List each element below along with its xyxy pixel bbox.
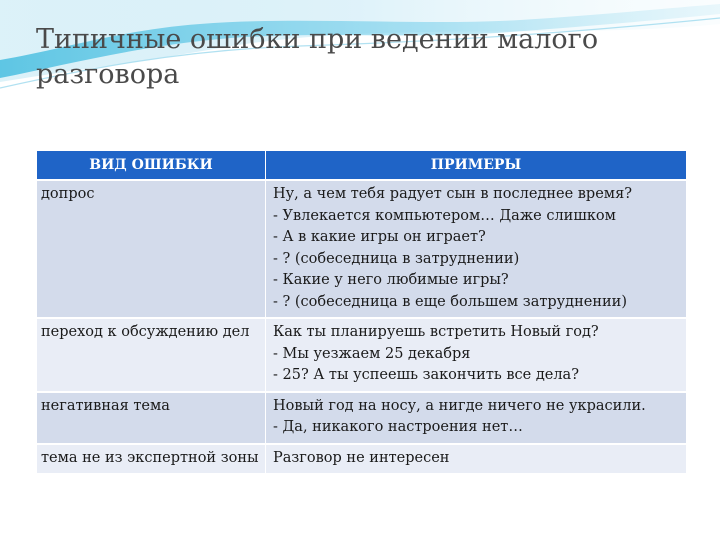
slide-title [36, 22, 636, 92]
examples-cell [265, 393, 686, 445]
example-line: Как ты планируешь встретить Новый год? [273, 324, 599, 340]
example-line: - 25? А ты успеешь закончить все дела? [273, 367, 579, 383]
error-type-cell: переход к обсуждению дел [37, 319, 265, 393]
example-line: - А в какие игры он играет? [273, 229, 486, 245]
examples-cell [265, 445, 686, 476]
example-line: Новый год на носу, а нигде ничего не украсили. [273, 397, 646, 414]
error-types-table [37, 151, 686, 475]
error-type-cell: тема не из экспертной зоны [37, 445, 265, 476]
slide-title-line-2: разговора [36, 59, 180, 90]
header-error-type: ВИД ОШИБКИ [37, 151, 265, 181]
table-header-row [37, 151, 686, 181]
example-line: - Мы уезжаем 25 декабря [273, 345, 471, 362]
table-row [37, 181, 686, 319]
examples-cell [265, 319, 686, 393]
header-examples: ПРИМЕРЫ [265, 151, 686, 181]
example-line: - ? (собеседница в затруднении) [273, 250, 520, 267]
table-row [37, 319, 686, 393]
example-line: - Увлекается компьютером… Даже слишком [273, 207, 616, 224]
table-row [37, 445, 686, 476]
example-line: - ? (собеседница в еще большем затруднении) [273, 293, 627, 310]
table-row [37, 393, 686, 445]
example-line: Ну, а чем тебя радует сын в последнее время? [273, 186, 632, 202]
error-type-cell: допрос [37, 181, 265, 319]
example-line: - Какие у него любимые игры? [273, 272, 509, 288]
example-line: - Да, никакого настроения нет… [273, 419, 523, 435]
example-line: Разговор не интересен [273, 449, 450, 466]
error-type-cell: негативная тема [37, 393, 265, 445]
slide-title-line-1: Типичные ошибки при ведении малого [36, 24, 599, 55]
examples-cell [265, 181, 686, 319]
